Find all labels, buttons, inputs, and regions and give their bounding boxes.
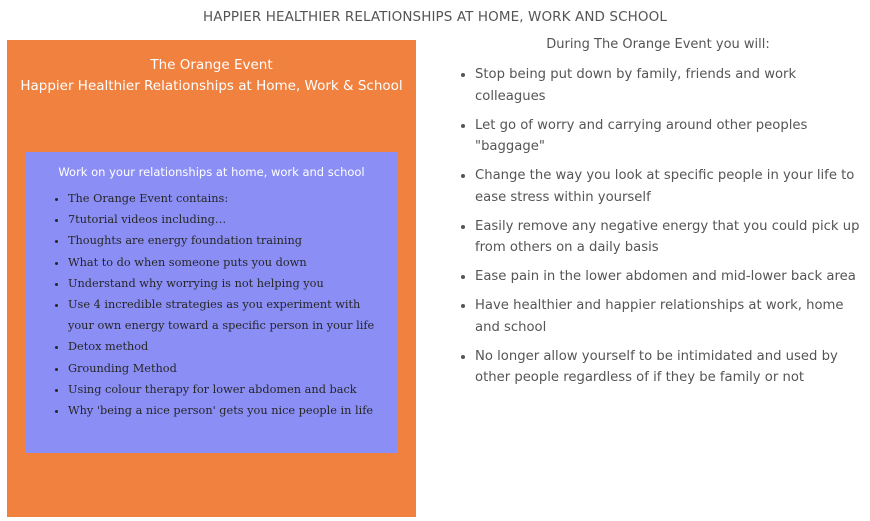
orange-event-title [7,55,416,97]
orange-event-title-line2: Happier Healthier Relationships at Home, Work & School [20,78,403,94]
list-item: • 7tutorial videos including… [68,209,388,230]
benefits-heading: During The Orange Event you will: [546,37,770,52]
list-item: • Have healthier and happier relationships at work, home and school [475,295,865,338]
list-item: • Grounding Method [68,358,388,379]
contents-list [68,188,388,421]
list-item: • What to do when someone puts you down [68,252,388,273]
list-item: • Understand why worrying is not helping you [68,273,388,294]
list-item: • Using colour therapy for lower abdomen and back [68,379,388,400]
list-item: • Easily remove any negative energy that you could pick up from others on a daily basis [475,216,865,259]
contents-box-heading: Work on your relationships at home, work and school [58,165,365,179]
benefits-list [475,64,865,396]
list-item: • Change the way you look at specific people in your life to ease stress within yourself [475,165,865,208]
orange-event-title-line1: The Orange Event [150,57,273,73]
list-item: • Stop being put down by family, friends and work colleagues [475,64,865,107]
orange-event-panel [7,40,416,517]
list-item: • Detox method [68,336,388,357]
list-item: • Use 4 incredible strategies as you experiment with your own energy toward a specific person in your life [68,294,388,336]
list-item: • Thoughts are energy foundation training [68,230,388,251]
list-item: • The Orange Event contains: [68,188,388,209]
list-item: • Let go of worry and carrying around other peoples "baggage" [475,115,865,158]
contents-box [26,152,397,453]
list-item: • No longer allow yourself to be intimidated and used by other people regardless of if they be family or not [475,346,865,389]
list-item: • Ease pain in the lower abdomen and mid-lower back area [475,266,865,288]
page-heading: HAPPIER HEALTHIER RELATIONSHIPS AT HOME, WORK AND SCHOOL [203,9,667,25]
list-item: • Why 'being a nice person' gets you nice people in life [68,400,388,421]
